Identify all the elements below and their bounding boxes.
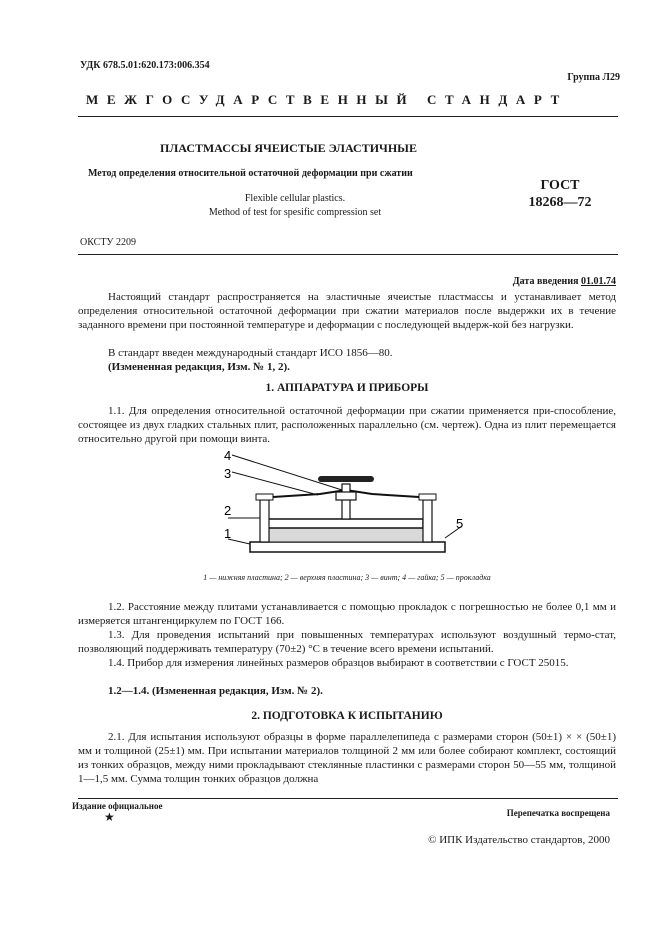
right-post	[423, 500, 432, 542]
gost-number: 18268—72	[528, 195, 592, 210]
figure-caption: 1 — нижняя пластина; 2 — верхняя пластина; 3 — винт; 4 — гайка; 5 — прокладка	[203, 573, 491, 582]
standard-banner: МЕЖГОСУДАРСТВЕННЫЙ СТАНДАРТ	[86, 92, 568, 107]
apparatus-drawing	[220, 450, 480, 570]
section-1-heading: 1. АППАРАТУРА И ПРИБОРЫ	[265, 382, 429, 394]
document-title: ПЛАСТМАССЫ ЯЧЕИСТЫЕ ЭЛАСТИЧНЫЕ	[160, 141, 417, 155]
handwheel	[318, 476, 374, 482]
screw-nut	[336, 492, 356, 500]
leader-1	[228, 539, 250, 544]
top-plate	[268, 519, 423, 528]
intro-iso-note: В стандарт введен международный стандарт ИСО 1856—80.	[108, 347, 393, 359]
gost-label: ГОСТ	[540, 178, 580, 193]
figure-label-3: 3	[224, 466, 232, 481]
left-nut	[256, 494, 273, 500]
figure-label-1: 1	[224, 526, 232, 541]
paragraph-1-1: 1.1. Для определения относительной остаточной деформации при сжатии применяется при-способление, состоящее из двух гладких стальных плит, расположенных параллельно (см. чертеж). Одна из плит перемещается относительно другой при помощи винта.	[78, 405, 616, 445]
date-of-introduction	[513, 276, 616, 287]
okstu-rule	[78, 254, 618, 255]
screw	[342, 484, 350, 519]
figure-label-5: 5	[456, 516, 464, 531]
figure-label-2: 2	[224, 503, 232, 518]
paragraph-2-1: 2.1. Для испытания используют образцы в форме параллелепипеда с размерами сторон (50±1) × × (50±1) мм и толщиной (25±1) мм. При испытании материалов толщиной 2 мм или более собирают комплект, состоящий из тонких образцов, между ними прокладывают стеклянные пластинки с размерами сторон 50—55 мм, толщиной 1—1,5 мм. Сумма толщин тонких образцов должна	[78, 731, 616, 785]
bottom-plate	[250, 542, 445, 552]
leader-4	[232, 455, 342, 490]
sample-block	[268, 528, 423, 542]
gost-designation	[510, 177, 610, 211]
footer-rule	[78, 798, 618, 799]
paragraph-1-4: 1.4. Прибор для измерения линейных размеров образцов выбирают в соответствии с ГОСТ 25015.	[108, 657, 569, 669]
figure-label-4: 4	[224, 450, 232, 463]
english-title	[180, 192, 410, 220]
section-2-heading: 2. ПОДГОТОВКА К ИСПЫТАНИЮ	[251, 710, 443, 722]
english-title-line-1: Flexible cellular plastics.	[244, 193, 346, 204]
copyright-notice: © ИПК Издательство стандартов, 2000	[428, 834, 610, 846]
date-value: 01.01.74	[581, 276, 616, 287]
official-edition: Издание официальное	[72, 801, 163, 811]
udk-code: УДК 678.5.01:620.173:006.354	[80, 60, 210, 71]
left-post	[260, 500, 269, 542]
reprint-notice: Перепечатка воспрещена	[506, 808, 610, 818]
leader-3	[232, 472, 318, 495]
header-rule	[78, 116, 618, 117]
paragraph-1-2: 1.2. Расстояние между плитами устанавливается с помощью прокладок с погрешностью не более 0,1 мм и измеряется штангенциркулем по ГОСТ 166.	[78, 601, 616, 627]
group-code: Группа Л29	[567, 72, 620, 83]
intro-amendment: (Измененная редакция, Изм. № 1, 2).	[108, 361, 290, 373]
star-mark: ★	[104, 810, 115, 824]
intro-paragraph: Настоящий стандарт распространяется на эластичные ячеистые пластмассы и устанавливает метод определения относительной остаточной деформации при сжатии материалов после выдержки их в течение заданного времени при постоянной температуре и деформации с последующей выдерж-кой без нагрузки.	[78, 291, 616, 331]
paragraph-1-3: 1.3. Для проведения испытаний при повышенных температурах используют воздушный термо-стат, позволяющий поддерживать температуру (70±2) °С в течение всего времени испытаний.	[78, 629, 616, 655]
paragraph-1-amendment: 1.2—1.4. (Измененная редакция, Изм. № 2).	[108, 685, 323, 697]
english-title-line-2: Method of test for spesific compression set	[208, 207, 382, 218]
document-subtitle: Метод определения относительной остаточной деформации при сжатии	[88, 168, 413, 179]
right-nut	[419, 494, 436, 500]
date-label: Дата введения	[512, 276, 579, 287]
okstu-code: ОКСТУ 2209	[80, 237, 137, 248]
